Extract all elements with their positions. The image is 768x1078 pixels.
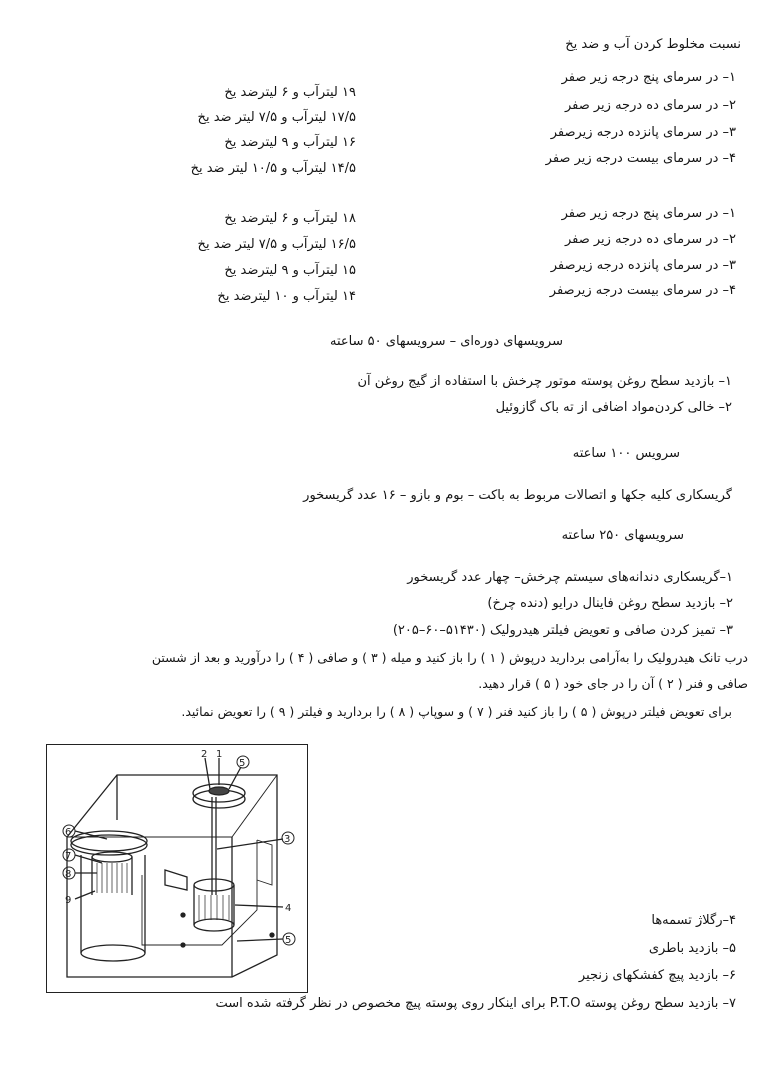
hydraulic-tank-drawing [47,745,309,994]
service50-item: ۲– خالی کردن‌مواد اضافی از ته باک گازوئیل [495,400,732,415]
condition-item: ۴– در سرمای بیست درجه زیرصفر [549,283,736,298]
service100-heading: سرویس ۱۰۰ ساعته [572,446,680,461]
callout-label: 7 [65,851,72,862]
service250-item: ۲– بازدید سطح روغن فاینال درایو (دنده چرخ) [487,596,733,611]
service250-more-item: ۴–رگلاژ تسمه‌ها [651,913,736,928]
callout-label: 3 [284,834,291,845]
service50-item: ۱– بازدید سطح روغن پوسته موتور چرخش با استفاده از گیج روغن آن [357,374,732,389]
paragraph-line: صافی و فنر ( ۲ ) آن را در جای خود ( ۵ ) قرار دهید. [478,676,748,691]
condition-item: ۲– در سرمای ده درجه زیر صفر [564,98,736,113]
service100-text: گریسکاری کلیه جکها و اتصالات مربوط به باکت – بوم و بازو – ۱۶ عدد گریسخور [303,488,732,503]
amount-item: ۱۶/۵ لیترآب و ۷/۵ لیتر ضد یخ [197,237,356,252]
amount-item: ۱۵ لیترآب و ۹ لیترضد یخ [224,263,356,278]
paragraph-line: درب تانک هیدرولیک را به‌آرامی بردارید درپوش ( ۱ ) را باز کنید و میله ( ۳ ) و صافی ( ۴ ) را درآورید و بعد از شستن [151,650,748,665]
service250-item: ۳– تمیز کردن صافی و تعویض فیلتر هیدرولیک (۵۱۴۳۰–۶۰–۲۰۵) [392,623,733,638]
callout-label: 8 [65,869,72,880]
condition-item: ۴– در سرمای بیست درجه زیر صفر [545,151,736,166]
condition-item: ۱– در سرمای پنج درجه زیر صفر [561,70,736,85]
service50-heading: سرویسهای دوره‌ای – سرویسهای ۵۰ ساعته [330,334,563,349]
hydraulic-tank-figure [46,744,308,993]
condition-item: ۱– در سرمای پنج درجه زیر صفر [561,206,736,221]
paragraph-line: برای تعویض فیلتر درپوش ( ۵ ) را باز کنید فنر ( ۷ ) و سوپاپ ( ۸ ) را بردارید و فیلتر ( ۹ ) را تعویض نمائید. [181,704,732,719]
callout-label: 5 [239,758,246,769]
service250-item: ۱–گریسکاری دندانه‌های سیستم چرخش– چهار عدد گریسخور [407,570,733,585]
service250-more-item: ۷– بازدید سطح روغن پوسته P.T.O برای اینکار روی پوسته پیچ مخصوص در نظر گرفته شده است [215,996,736,1011]
condition-item: ۲– در سرمای ده درجه زیر صفر [564,232,736,247]
amount-item: ۱۹ لیترآب و ۶ لیترضد یخ [224,85,356,100]
callout-label: 4 [285,903,292,914]
callout-label: 1 [216,749,223,760]
amount-item: ۱۶ لیترآب و ۹ لیترضد یخ [224,135,356,150]
callout-label: 5 [285,935,292,946]
condition-item: ۳– در سرمای پانزده درجه زیرصفر [550,258,736,273]
service250-heading: سرویسهای ۲۵۰ ساعته [561,528,684,543]
condition-item: ۳– در سرمای پانزده درجه زیرصفر [550,125,736,140]
amount-item: ۱۸ لیترآب و ۶ لیترضد یخ [224,211,356,226]
amount-item: ۱۷/۵ لیترآب و ۷/۵ لیتر ضد یخ [197,110,356,125]
amount-item: ۱۴/۵ لیترآب و ۱۰/۵ لیتر ضد یخ [190,161,356,176]
mixing-heading: نسبت مخلوط کردن آب و ضد یخ [565,37,741,52]
service250-more-item: ۵– بازدید باطری [648,941,736,956]
amount-item: ۱۴ لیترآب و ۱۰ لیترضد یخ [217,289,356,304]
callout-label: 9 [65,895,72,906]
callout-label: 2 [201,749,208,760]
service250-more-item: ۶– بازدید پیچ کفشکهای زنجیر [578,968,736,983]
callout-label: 6 [65,827,72,838]
